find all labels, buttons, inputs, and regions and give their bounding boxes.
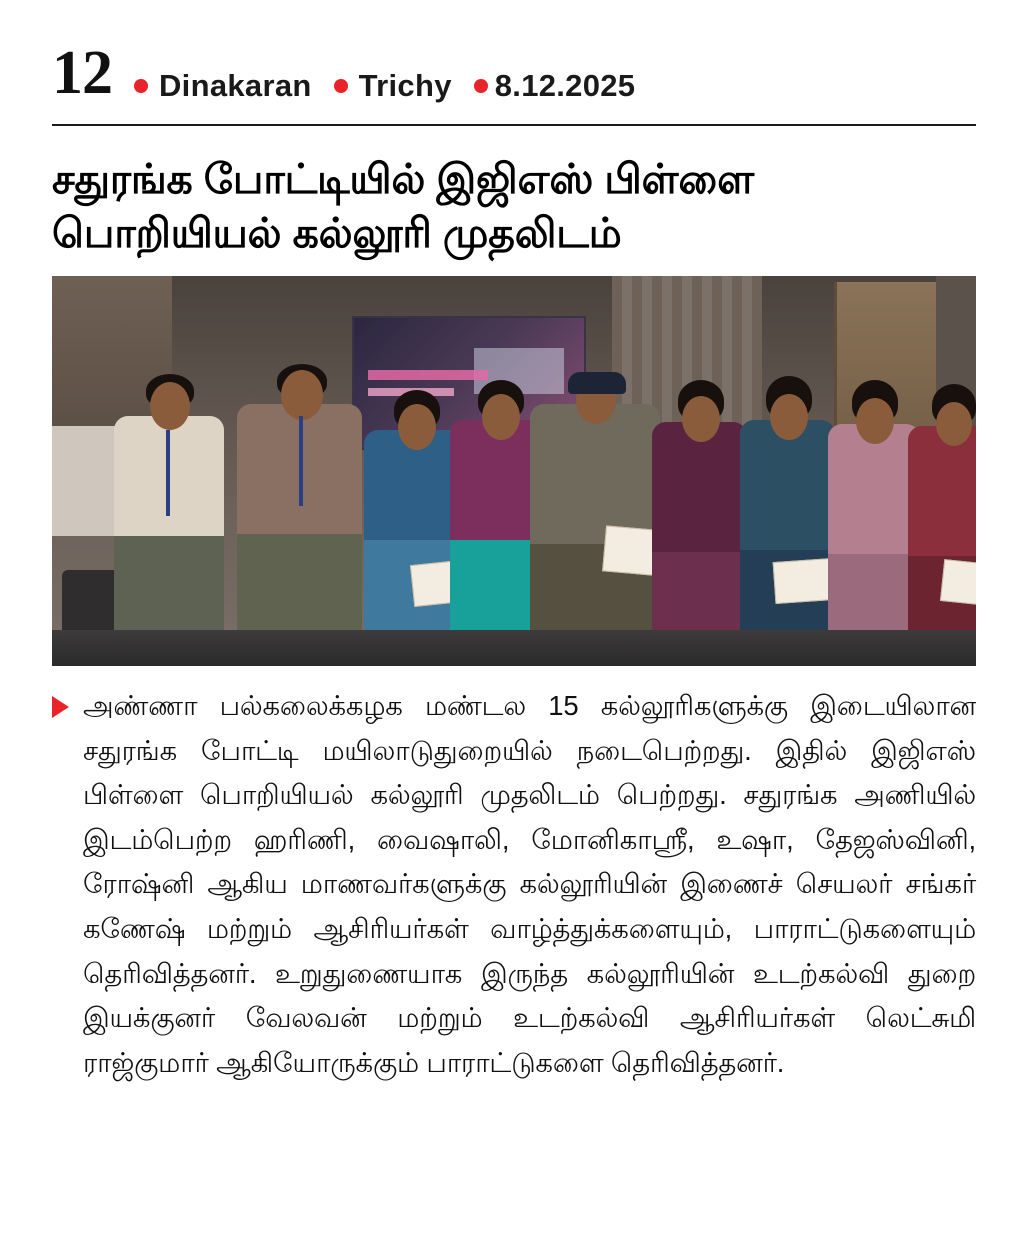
publication-date-group	[474, 68, 636, 104]
photo-person	[114, 356, 224, 666]
red-dot-icon	[334, 79, 348, 93]
photo-person	[828, 370, 920, 666]
triangle-bullet-icon	[52, 696, 69, 718]
photo-person	[364, 376, 464, 666]
page-number: 12	[52, 39, 112, 107]
red-dot-icon	[134, 79, 148, 93]
article-photo	[52, 276, 976, 666]
publication-date: 8.12.2025	[494, 68, 636, 103]
article-body-block	[52, 684, 976, 1085]
publication-name-group	[134, 68, 312, 104]
photo-person-cap	[568, 372, 626, 394]
photo-person-head	[936, 402, 972, 446]
publication-name: Dinakaran	[159, 68, 312, 103]
masthead-divider	[52, 124, 976, 126]
masthead	[0, 0, 1028, 107]
photo-person-head	[682, 396, 720, 442]
photo-table-foreground	[52, 630, 976, 666]
photo-person-head	[770, 394, 808, 440]
photo-person-head	[856, 398, 894, 444]
photo-person	[237, 346, 362, 666]
photo-person-speaker	[530, 346, 660, 666]
headline-line-1: சதுரங்க போட்டியில் இஜிஎஸ் பிள்ளை	[52, 156, 754, 202]
edition-name-group	[334, 68, 452, 104]
photo-certificate	[940, 559, 976, 607]
red-dot-icon	[474, 79, 488, 93]
edition-name: Trichy	[358, 68, 452, 103]
photo-person-head	[281, 370, 323, 420]
photo-person-head	[150, 382, 190, 430]
page-title	[52, 152, 976, 260]
photo-person	[908, 374, 976, 666]
photo-person-head	[482, 394, 520, 440]
photo-person	[652, 366, 747, 666]
photo-person	[740, 366, 835, 666]
photo-person-lanyard	[299, 416, 303, 506]
photo-scene	[52, 276, 976, 666]
headline-line-2: பொறியியல் கல்லூரி முதலிடம்	[52, 210, 622, 257]
photo-certificate	[773, 558, 836, 604]
photo-person-head	[398, 404, 436, 450]
article-body-text: அண்ணா பல்கலைக்கழக மண்டல 15 கல்லூரிகளுக்கு இடையிலான சதுரங்க போட்டி மயிலாடுதுறையில் நடைபெற்றது. இதில் இஜிஎஸ் பிள்ளை பொறியியல் கல்லூரி முதலிடம் பெற்றது. சதுரங்க அணியில் இடம்பெற்ற ஹரிணி, வைஷாலி, மோனிகாஸ்ரீ, உஷா, தேஜஸ்வினி, ரோஷ்னி ஆகிய மாணவர்களுக்கு கல்லூரியின் இணைச் செயலர் சங்கர் கணேஷ் மற்றும் ஆசிரியர்கள் வாழ்த்துக்களையும், பாராட்டுகளையும் தெரிவித்தனர். உறுதுணையாக இருந்த கல்லூரியின் உடற்கல்வி துறை இயக்குனர் வேலவன் மற்றும் உடற்கல்வி ஆசிரியர்கள் லெட்சுமி ராஜ்குமார் ஆகியோருக்கும் பாராட்டுகளை தெரிவித்தனர்.	[83, 690, 976, 1078]
photo-person-lanyard	[166, 430, 170, 516]
